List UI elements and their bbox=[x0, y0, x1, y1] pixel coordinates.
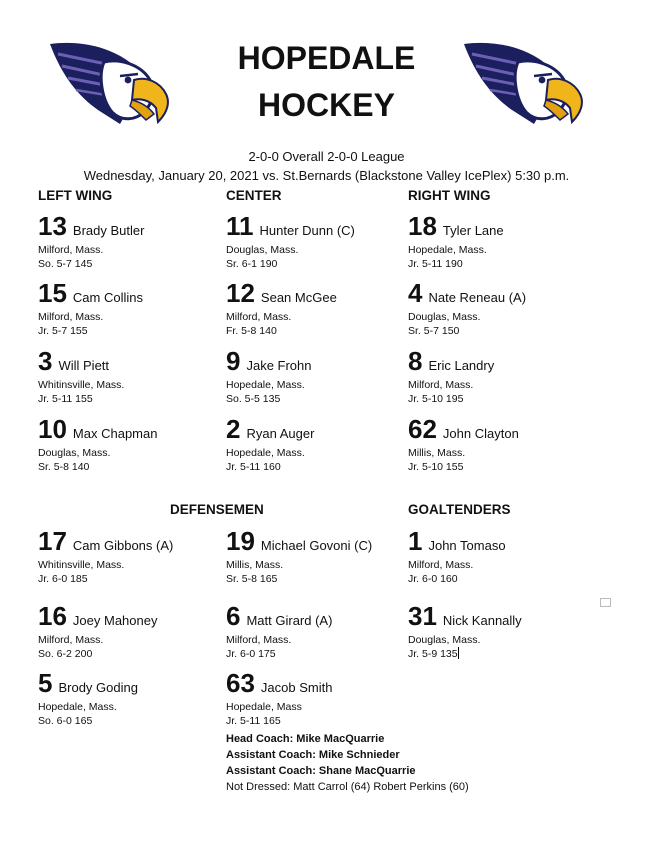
player-hometown: Milford, Mass. bbox=[408, 559, 474, 571]
head-coach: Head Coach: Mike MacQuarrie bbox=[226, 733, 385, 745]
player-stats: So. 6-0 165 bbox=[38, 715, 93, 727]
player-card bbox=[226, 346, 312, 406]
player-card bbox=[408, 278, 526, 338]
player-hometown: Milford, Mass. bbox=[38, 634, 104, 646]
player-stats: Jr. 5-9 135 bbox=[408, 648, 458, 660]
title-line-1: HOPEDALE bbox=[237, 40, 416, 76]
player-name: Joey Mahoney bbox=[72, 613, 158, 628]
player-stats: Sr. 5-8 140 bbox=[38, 461, 90, 473]
player-number: 10 bbox=[38, 414, 67, 444]
player-number: 17 bbox=[38, 526, 67, 556]
player-number: 16 bbox=[38, 601, 67, 631]
player-number: 1 bbox=[408, 526, 423, 556]
player-number: 5 bbox=[38, 668, 53, 698]
player-hometown: Hopedale, Mass bbox=[226, 701, 302, 713]
player-hometown: Milford, Mass. bbox=[226, 634, 292, 646]
player-card bbox=[226, 526, 372, 586]
season-record: 2-0-0 Overall 2-0-0 League bbox=[248, 149, 405, 164]
player-name: Brody Goding bbox=[58, 680, 138, 695]
player-hometown: Douglas, Mass. bbox=[226, 244, 299, 256]
player-stats: Jr. 6-0 160 bbox=[408, 573, 458, 585]
player-card bbox=[38, 278, 143, 338]
assistant-coach-1: Assistant Coach: Mike Schnieder bbox=[226, 749, 400, 761]
player-card bbox=[226, 601, 332, 661]
player-name: Nate Reneau (A) bbox=[428, 290, 527, 305]
player-stats: So. 6-2 200 bbox=[38, 648, 93, 660]
player-number: 11 bbox=[226, 211, 254, 241]
section-defensemen: DEFENSEMEN bbox=[170, 502, 264, 517]
player-hometown: Hopedale, Mass. bbox=[408, 244, 487, 256]
player-hometown: Hopedale, Mass. bbox=[226, 379, 305, 391]
section-right-wing: RIGHT WING bbox=[408, 188, 491, 203]
text-cursor bbox=[458, 647, 459, 659]
player-number: 18 bbox=[408, 211, 437, 241]
player-card bbox=[38, 526, 173, 586]
player-number: 6 bbox=[226, 601, 241, 631]
player-stats: Jr. 6-0 185 bbox=[38, 573, 88, 585]
section-goaltenders: GOALTENDERS bbox=[408, 502, 511, 517]
player-name: Max Chapman bbox=[72, 426, 158, 441]
player-card bbox=[408, 414, 519, 474]
player-name: John Tomaso bbox=[428, 538, 506, 553]
player-stats: So. 5-5 135 bbox=[226, 393, 281, 405]
player-number: 8 bbox=[408, 346, 423, 376]
player-stats: Fr. 5-8 140 bbox=[226, 325, 277, 337]
player-number: 2 bbox=[226, 414, 241, 444]
player-number: 4 bbox=[408, 278, 423, 308]
player-number: 12 bbox=[226, 278, 255, 308]
player-stats: Sr. 5-7 150 bbox=[408, 325, 460, 337]
player-hometown: Hopedale, Mass. bbox=[38, 701, 117, 713]
player-name: Eric Landry bbox=[428, 358, 495, 373]
player-card bbox=[38, 601, 157, 661]
player-stats: Jr. 5-11 155 bbox=[38, 393, 93, 405]
player-card bbox=[38, 346, 124, 406]
player-number: 13 bbox=[38, 211, 67, 241]
player-number: 9 bbox=[226, 346, 241, 376]
player-name: Will Piett bbox=[58, 358, 110, 373]
eagle-logo-left bbox=[48, 40, 170, 135]
player-name: Cam Collins bbox=[72, 290, 143, 305]
player-card bbox=[408, 346, 494, 406]
player-card bbox=[38, 414, 157, 474]
not-dressed: Not Dressed: Matt Carrol (64) Robert Perkins (60) bbox=[226, 781, 469, 793]
player-stats: Jr. 5-7 155 bbox=[38, 325, 88, 337]
player-name: Nick Kannally bbox=[442, 613, 522, 628]
player-hometown: Millis, Mass. bbox=[226, 559, 284, 571]
player-hometown: Douglas, Mass. bbox=[408, 311, 481, 323]
player-hometown: Douglas, Mass. bbox=[38, 447, 111, 459]
player-card bbox=[226, 211, 355, 271]
player-stats: Jr. 5-10 155 bbox=[408, 461, 464, 473]
player-card bbox=[38, 211, 144, 271]
player-hometown: Hopedale, Mass. bbox=[226, 447, 305, 459]
player-stats: Sr. 6-1 190 bbox=[226, 258, 278, 270]
player-card bbox=[226, 668, 332, 728]
player-hometown: Milford, Mass. bbox=[38, 311, 104, 323]
player-name: Sean McGee bbox=[260, 290, 337, 305]
player-name: Jacob Smith bbox=[260, 680, 333, 695]
player-number: 62 bbox=[408, 414, 437, 444]
player-number: 31 bbox=[408, 601, 437, 631]
player-name: Cam Gibbons (A) bbox=[72, 538, 174, 553]
paste-options-icon[interactable] bbox=[600, 598, 611, 607]
player-card bbox=[408, 211, 504, 271]
player-number: 15 bbox=[38, 278, 67, 308]
player-hometown: Milford, Mass. bbox=[226, 311, 292, 323]
player-hometown: Milford, Mass. bbox=[408, 379, 474, 391]
player-stats: Jr. 5-10 195 bbox=[408, 393, 464, 405]
player-name: Michael Govoni (C) bbox=[260, 538, 373, 553]
player-stats: Sr. 5-8 165 bbox=[226, 573, 278, 585]
player-hometown: Douglas, Mass. bbox=[408, 634, 481, 646]
player-stats: Jr. 5-11 190 bbox=[408, 258, 463, 270]
staff-list bbox=[226, 731, 469, 795]
player-number: 63 bbox=[226, 668, 255, 698]
player-card bbox=[226, 414, 314, 474]
player-card bbox=[408, 526, 506, 586]
section-left-wing: LEFT WING bbox=[38, 188, 113, 203]
player-card bbox=[408, 601, 522, 661]
player-stats: Jr. 5-11 160 bbox=[226, 461, 281, 473]
player-name: Brady Butler bbox=[72, 223, 145, 238]
eagle-logo-right bbox=[462, 40, 584, 135]
player-stats: Jr. 5-11 165 bbox=[226, 715, 281, 727]
section-center: CENTER bbox=[226, 188, 282, 203]
player-name: Hunter Dunn (C) bbox=[259, 223, 355, 238]
player-name: John Clayton bbox=[442, 426, 519, 441]
player-hometown: Whitinsville, Mass. bbox=[38, 379, 125, 391]
player-number: 3 bbox=[38, 346, 53, 376]
player-name: Tyler Lane bbox=[442, 223, 504, 238]
player-hometown: Milford, Mass. bbox=[38, 244, 104, 256]
assistant-coach-2: Assistant Coach: Shane MacQuarrie bbox=[226, 765, 416, 777]
player-name: Ryan Auger bbox=[246, 426, 315, 441]
player-name: Jake Frohn bbox=[246, 358, 312, 373]
player-stats: So. 5-7 145 bbox=[38, 258, 93, 270]
player-hometown: Millis, Mass. bbox=[408, 447, 466, 459]
player-number: 19 bbox=[226, 526, 255, 556]
player-hometown: Whitinsville, Mass. bbox=[38, 559, 125, 571]
title-line-2: HOCKEY bbox=[258, 87, 395, 123]
player-card bbox=[38, 668, 138, 728]
player-stats: Jr. 6-0 175 bbox=[226, 648, 276, 660]
player-card bbox=[226, 278, 337, 338]
game-info: Wednesday, January 20, 2021 vs. St.Bernards (Blackstone Valley IcePlex) 5:30 p.m. bbox=[83, 168, 570, 183]
player-name: Matt Girard (A) bbox=[246, 613, 333, 628]
